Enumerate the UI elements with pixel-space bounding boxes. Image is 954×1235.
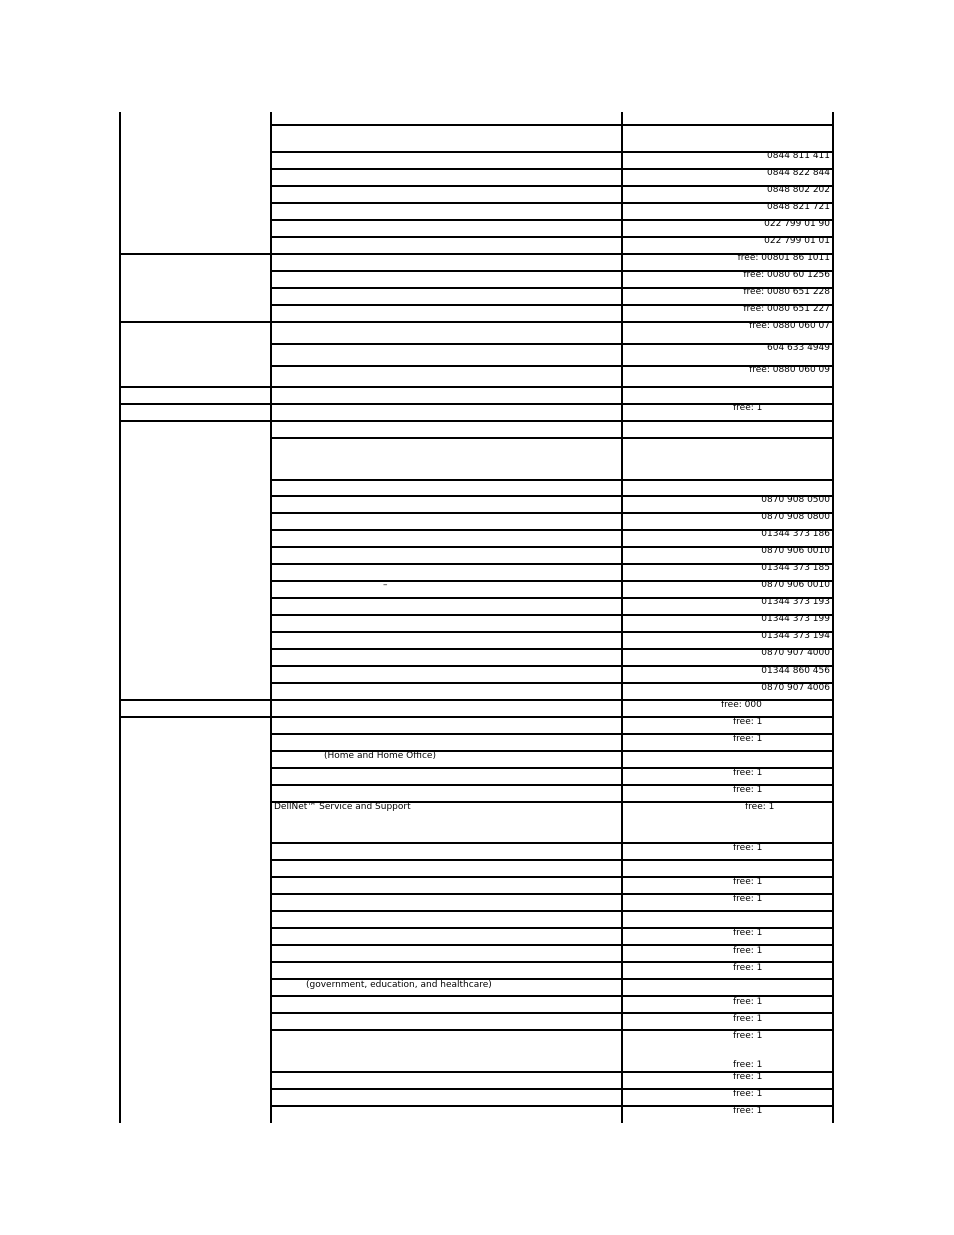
row-border [270,219,834,221]
section-heading: (government, education, and healthcare) [306,980,492,990]
phone-number: 01344 860 456 [761,666,830,676]
row-border [270,859,834,861]
phone-number: free: 000 [721,700,762,710]
phone-number: 022 799 01 01 [764,236,830,246]
row-border [270,236,834,238]
phone-number: free: 1 [733,928,763,938]
phone-number: free: 1 [733,1072,763,1082]
col-border-3 [621,112,623,1123]
phone-number: free: 0080 651 228 [743,287,830,297]
row-border [119,716,834,718]
col-border-right [832,112,834,1123]
row-border [270,185,834,187]
col-border-2 [270,112,272,1123]
phone-number: free: 1 [733,843,763,853]
phone-number: 0870 907 4000 [761,648,830,658]
row-border [270,495,834,497]
phone-number: free: 1 [733,877,763,887]
phone-number: free: 1 [733,1060,763,1070]
phone-number: 604 633 4949 [767,343,830,353]
row-border [270,168,834,170]
phone-number: free: 1 [733,1031,763,1041]
row-border [270,614,834,616]
row-border [270,682,834,684]
section-heading: (Home and Home Office) [324,751,436,761]
phone-number: 022 799 01 90 [764,219,830,229]
phone-number: 01344 373 185 [761,563,830,573]
phone-number: 0870 907 4006 [761,683,830,693]
row-border [119,253,834,255]
phone-number: free: 1 [733,734,763,744]
row-border [270,546,834,548]
phone-number: free: 1 [733,768,763,778]
row-border [270,202,834,204]
phone-number: free: 0880 060 07 [749,321,830,331]
phone-number: free: 00801 86 1011 [737,253,830,263]
row-border [270,665,834,667]
dash-mark: – [383,580,388,590]
row-border [270,631,834,633]
row-border [270,479,834,481]
phone-number: 0848 802 202 [767,185,830,195]
phone-number: 0870 906 0010 [761,546,830,556]
phone-number: 0870 906 0010 [761,580,830,590]
row-border [270,563,834,565]
row-border [270,648,834,650]
row-border [270,597,834,599]
col-border-left [119,112,121,1123]
row-border [270,124,834,126]
phone-number: 01344 373 199 [761,614,830,624]
phone-number: free: 1 [745,802,775,812]
phone-number: free: 1 [733,1014,763,1024]
phone-number: 01344 373 186 [761,529,830,539]
row-border [270,580,834,582]
phone-number: free: 0080 651 227 [743,304,830,314]
phone-number: free: 1 [733,403,763,413]
phone-number: free: 1 [733,785,763,795]
phone-number: free: 1 [733,997,763,1007]
row-border [119,386,834,388]
phone-number: free: 1 [733,1089,763,1099]
row-border [270,529,834,531]
row-border [270,343,834,345]
phone-number: free: 1 [733,894,763,904]
phone-number: free: 0080 60 1256 [743,270,830,280]
row-border [270,910,834,912]
row-border [119,420,834,422]
row-border [270,512,834,514]
service-label: DellNet™ Service and Support [274,802,411,812]
row-border [270,437,834,439]
phone-number: 0870 908 0800 [761,512,830,522]
phone-number: free: 0880 060 09 [749,365,830,375]
phone-number: 0844 811 411 [767,151,830,161]
phone-number: 01344 373 194 [761,631,830,641]
row-border [270,151,834,153]
phone-number: 0870 908 0500 [761,495,830,505]
phone-number: free: 1 [733,717,763,727]
row-border [119,321,834,323]
phone-number: free: 1 [733,1106,763,1116]
phone-number: 0844 822 844 [767,168,830,178]
phone-number: 0848 821 721 [767,202,830,212]
phone-number: 01344 373 193 [761,597,830,607]
phone-number: free: 1 [733,963,763,973]
phone-number: free: 1 [733,946,763,956]
row-border [119,403,834,405]
